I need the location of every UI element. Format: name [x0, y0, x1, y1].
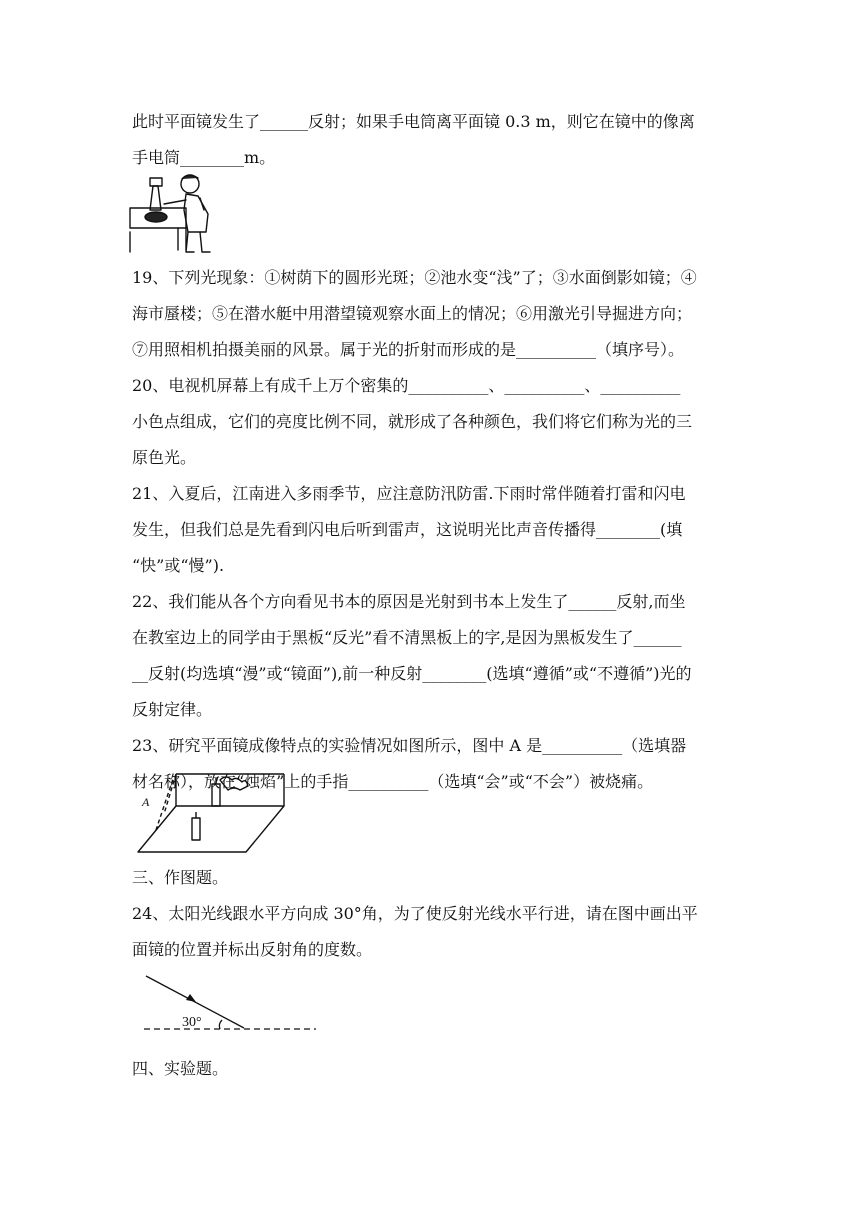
section-3-heading: 三、作图题。: [132, 868, 229, 887]
q22-line-3: __反射(均选填“漫”或“镜面”),前一种反射________(选填“遵循”或“不遵循”)光的: [132, 664, 692, 683]
section-4-heading: 四、实验题。: [132, 1059, 229, 1078]
q22-line-4: 反射定律。: [132, 700, 213, 719]
figure-label-a: A: [142, 795, 150, 809]
ray-arrow-icon: [186, 994, 196, 1002]
q24-line-2: 面镜的位置并标出反射角的度数。: [132, 940, 373, 959]
q21-line-1: 21、入夏后，江南进入多雨季节，应注意防汛防雷.下雨时常伴随着打雷和闪电: [132, 484, 686, 503]
q20-line-3: 原色光。: [132, 448, 197, 467]
angle-label: 30°: [182, 1015, 202, 1030]
sunlight-ray-diagram: [140, 970, 320, 1034]
q22-line-2: 在教室边上的同学由于黑板“反光”看不清黑板上的字,是因为黑板发生了______: [132, 628, 682, 647]
q18-line-1: 此时平面镜发生了______反射；如果手电筒离平面镜 0.3 m，则它在镜中的像离: [132, 112, 695, 131]
plane-mirror-candle-figure: [136, 770, 286, 856]
flashlight-mirror-figure: [128, 170, 228, 254]
q24-line-1: 24、太阳光线跟水平方向成 30°角，为了使反射光线水平行进，请在图中画出平: [132, 904, 698, 923]
q20-line-1: 20、电视机屏幕上有成千上万个密集的__________、__________、__________: [132, 376, 681, 395]
q19-line-3: ⑦用照相机拍摄美丽的风景。属于光的折射而形成的是__________（填序号）。: [132, 340, 685, 359]
q19-line-2: 海市蜃楼；⑤在潜水艇中用潜望镜观察水面上的情况；⑥用激光引导掘进方向；: [132, 304, 693, 323]
q21-line-3: “快”或“慢”).: [132, 556, 225, 575]
q21-line-2: 发生，但我们总是先看到闪电后听到雷声，这说明光比声音传播得________(填: [132, 520, 683, 539]
q20-line-2: 小色点组成，它们的亮度比例不同，就形成了各种颜色，我们将它们称为光的三: [132, 412, 693, 431]
q18-line-2: 手电筒________m。: [132, 148, 276, 167]
q22-line-1: 22、我们能从各个方向看见书本的原因是光射到书本上发生了______反射,而坐: [132, 592, 686, 611]
q23-line-1: 23、研究平面镜成像特点的实验情况如图所示，图中 A 是__________（选填器: [132, 736, 687, 755]
q19-line-1: 19、下列光现象：①树荫下的圆形光斑；②池水变“浅”了；③水面倒影如镜；④: [132, 268, 697, 287]
q23-line-2: 材名称），放在“烛焰”上的手指__________（选填“会”或“不会”）被烧痛。: [132, 772, 654, 791]
